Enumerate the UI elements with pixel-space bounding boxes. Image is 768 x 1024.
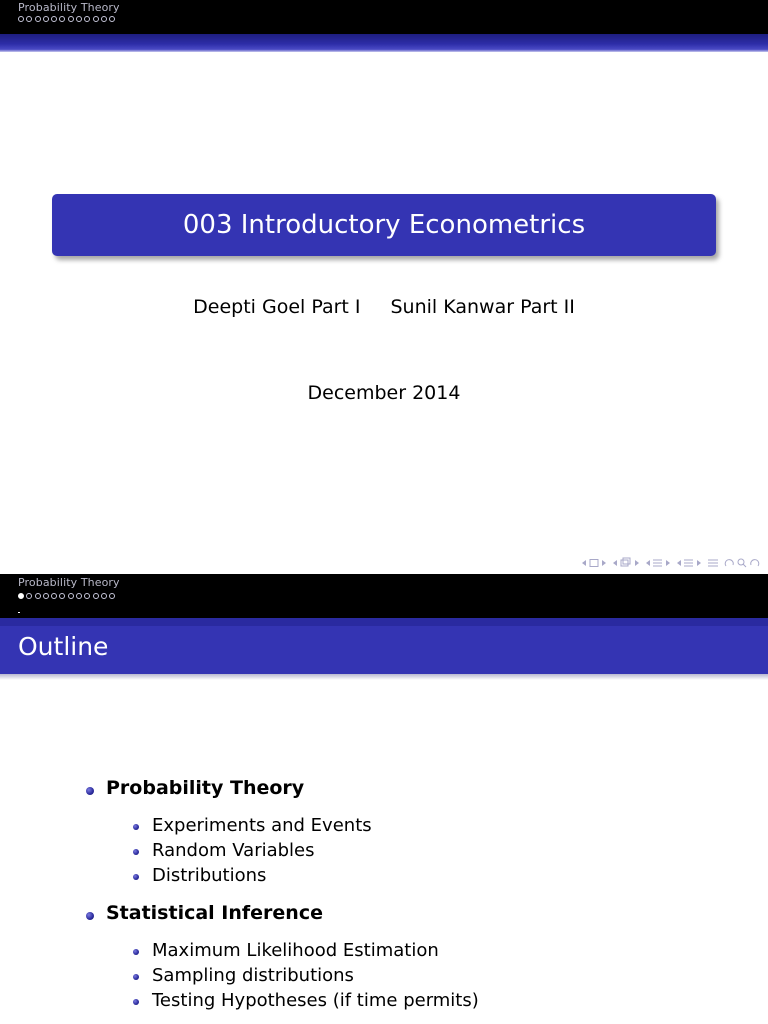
frame-dot[interactable] [51,593,57,599]
frame-dot[interactable] [59,593,65,599]
frame-prev-icon [582,560,586,566]
outline-subitem: Sampling distributions [152,965,354,986]
section-name[interactable]: Probability Theory [18,1,120,14]
redo-icon [751,560,759,566]
outline-slide [0,574,768,1024]
outline-subitem: Experiments and Events [152,815,372,836]
bullet-icon [133,974,139,980]
frame-title-shadow [0,674,768,680]
section-nav[interactable] [645,557,671,569]
frame-dot[interactable] [101,593,107,599]
frame-dot[interactable] [93,16,99,22]
frame-dot[interactable] [84,593,90,599]
frame-dot[interactable] [26,593,32,599]
frame-dot[interactable] [43,593,49,599]
frame-dot[interactable] [68,593,74,599]
frame-dot[interactable] [35,16,41,22]
frame-dot[interactable] [35,593,41,599]
frame-dot[interactable] [109,593,115,599]
frame-dot[interactable] [18,16,24,22]
title-box [52,194,716,256]
frame-dot[interactable] [68,16,74,22]
bullet-icon [133,849,139,855]
bullet-icon [133,949,139,955]
navigation-symbols [581,556,760,570]
frame-dot[interactable] [109,16,115,22]
align-icon[interactable] [707,557,719,569]
frame-dot[interactable] [26,16,32,22]
author-2: Sunil Kanwar Part II [390,296,575,318]
subsection-strip [0,618,768,626]
section-next-icon [666,560,670,566]
frame-dot[interactable] [93,593,99,599]
search-undo-icons[interactable] [724,557,760,569]
bullet-icon [86,787,94,795]
section-icon [653,560,662,566]
frame-nav[interactable] [581,557,607,569]
outline-item: Probability Theory [106,777,305,799]
frame-title-band [0,626,768,674]
frame-dot[interactable] [18,593,24,599]
headline-bar [0,574,768,618]
section-prev-icon [646,560,650,566]
outline-subitem: Distributions [152,865,267,886]
presentation-title: 003 Introductory Econometrics [182,210,586,240]
bullet-icon [133,999,139,1005]
frame-dot[interactable] [101,16,107,22]
frame-progress-dots [18,16,118,26]
undo-icon [725,560,733,566]
subsection-nav[interactable] [612,557,640,569]
outline-subitem: Random Variables [152,840,315,861]
headline-bar [0,0,768,34]
authors [0,296,768,318]
bullet-icon [133,874,139,880]
outline-subitem: Maximum Likelihood Estimation [152,940,439,961]
author-1: Deepti Goel Part I [193,296,361,318]
frame-dot[interactable] [84,16,90,22]
frame-dot[interactable] [76,593,82,599]
frame-dot[interactable] [76,16,82,22]
appendix-prev-icon [677,560,681,566]
subsection-next-icon [635,560,639,566]
frame-next-icon [602,560,606,566]
outline-item: Statistical Inference [106,902,323,924]
outline-subitem: Testing Hypotheses (if time permits) [152,990,479,1011]
frame-dot[interactable] [59,16,65,22]
subsection-marker [18,612,20,613]
appendix-nav[interactable] [676,557,702,569]
section-name[interactable]: Probability Theory [18,576,120,589]
bullet-icon [86,912,94,920]
frame-dot[interactable] [43,16,49,22]
frame-progress-dots [18,593,118,603]
presentation-date: December 2014 [307,382,461,404]
appendix-icon [684,560,693,566]
appendix-next-icon [697,560,701,566]
subsection-icon [621,560,628,566]
frame-title: Outline [18,632,109,661]
frame-dot[interactable] [51,16,57,22]
subsection-prev-icon [613,560,617,566]
frame-icon [590,560,598,567]
bullet-icon [133,824,139,830]
header-gradient-bar [0,34,768,52]
